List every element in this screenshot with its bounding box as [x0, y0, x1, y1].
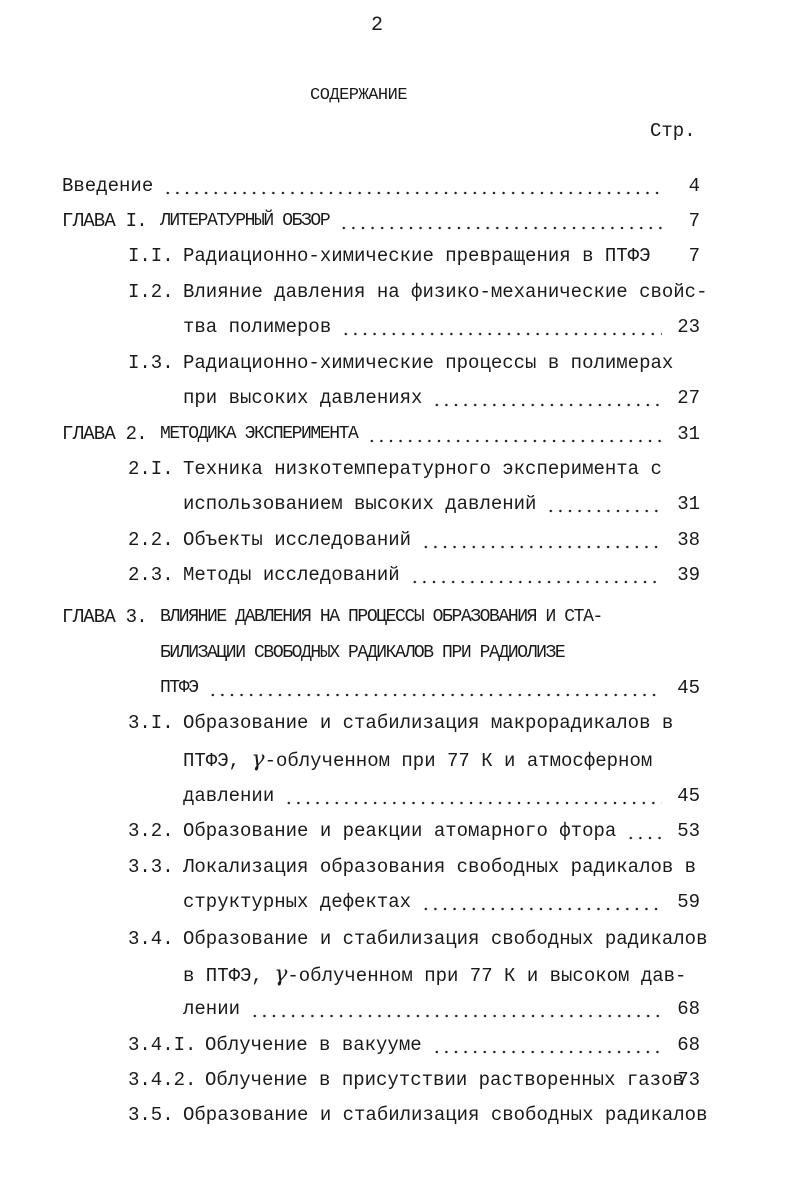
toc-entry	[0, 206, 793, 236]
dot-leader	[660, 241, 662, 271]
page-ref: 31	[677, 423, 700, 445]
section-number: 3.4.	[128, 928, 174, 950]
gamma-symbol: γ	[251, 747, 265, 772]
dot-leader	[421, 887, 662, 917]
entry-title: использованием высоких давлений	[183, 493, 537, 515]
section-number: I.2.	[128, 281, 174, 303]
entry-title: при высоких давлениях	[183, 387, 423, 409]
entry-title: лении	[183, 998, 241, 1020]
dot-leader	[163, 171, 662, 201]
dot-leader	[341, 312, 662, 342]
dot-leader	[546, 489, 662, 519]
dot-leader	[339, 206, 662, 236]
entry-title: ПТФЭ, γ-облученном при 77 К и атмосферном	[183, 747, 653, 772]
toc-entry	[0, 745, 793, 775]
toc-entry	[0, 816, 793, 846]
page-ref: 23	[677, 316, 700, 338]
entry-title: Введение	[62, 175, 154, 197]
page-ref: 73	[677, 1069, 700, 1091]
entry-title: Влияние давления на физико-механические свойс-	[183, 281, 708, 303]
toc-entry	[0, 960, 793, 990]
section-number: 2.3.	[128, 564, 174, 586]
toc-entry	[0, 525, 793, 555]
page-ref: 68	[677, 998, 700, 1020]
toc-entry	[0, 1100, 793, 1130]
page-ref: 27	[677, 387, 700, 409]
entry-title: Локализация образования свободных радикалов в	[183, 856, 697, 878]
entry-title: Объекты исследований	[183, 529, 412, 551]
page-ref: 45	[677, 785, 700, 807]
entry-title: Образование и реакции атомарного фтора	[183, 820, 617, 842]
toc-entry	[0, 277, 793, 307]
page-ref: 39	[677, 564, 700, 586]
toc-entry	[0, 1065, 793, 1095]
entry-title: давлении	[183, 785, 275, 807]
chapter-label: ГЛАВА 2.	[62, 423, 147, 445]
page-ref: 7	[688, 210, 700, 232]
entry-title: тва полимеров	[183, 316, 332, 338]
entry-title: Радиационно-химические превращения в ПТФЭ	[183, 245, 651, 267]
page-ref: 68	[677, 1034, 700, 1056]
entry-title: Радиационно-химические процессы в полимерах	[183, 352, 674, 374]
page-ref: 59	[677, 891, 700, 913]
entry-title: Методы исследований	[183, 564, 400, 586]
section-number: 3.3.	[128, 856, 174, 878]
entry-title: Образование и стабилизация макрорадикалов в	[183, 712, 674, 734]
section-number: 3.5.	[128, 1104, 174, 1126]
toc-entry	[0, 560, 793, 590]
toc-entry	[0, 454, 793, 484]
toc-entry	[0, 1030, 793, 1060]
toc-entry	[0, 602, 793, 632]
subsection-number: 3.4.I.	[128, 1034, 197, 1056]
toc-entry	[0, 171, 793, 201]
page-title: СОДЕРЖАНИЕ	[310, 86, 408, 105]
page-ref: 38	[677, 529, 700, 551]
entry-title: в ПТФЭ, γ-облученном при 77 К и высоком дав-	[183, 962, 687, 987]
page-ref: 45	[677, 677, 700, 699]
toc-entry	[0, 852, 793, 882]
entry-title: структурных дефектах	[183, 891, 412, 913]
dot-leader	[626, 816, 662, 846]
chapter-label: ГЛАВА 3.	[62, 606, 147, 628]
section-number: 3.I.	[128, 712, 174, 734]
toc-entry	[0, 781, 793, 811]
toc-entry	[0, 383, 793, 413]
section-number: I.I.	[128, 245, 174, 267]
dot-leader	[410, 560, 662, 590]
dot-leader	[367, 419, 662, 449]
dot-leader	[432, 383, 662, 413]
toc-entry	[0, 419, 793, 449]
page-ref: 31	[677, 493, 700, 515]
entry-title: Техника низкотемпературного эксперимента с	[183, 458, 662, 480]
toc-entry	[0, 638, 793, 668]
page-column-label: Стр.	[650, 120, 696, 142]
toc-entry	[0, 708, 793, 738]
dot-leader	[284, 781, 662, 811]
toc-entry	[0, 887, 793, 917]
entry-title: Образование и стабилизация свободных радикалов	[183, 1104, 708, 1126]
section-number: 3.2.	[128, 820, 174, 842]
chapter-label: ГЛАВА I.	[62, 210, 147, 232]
gamma-symbol: γ	[274, 962, 288, 987]
toc-entry	[0, 994, 793, 1024]
entry-title: МЕТОДИКА ЭКСПЕРИМЕНТА	[160, 424, 358, 444]
entry-title: Облучение в присутствии растворенных газов	[205, 1069, 684, 1091]
section-number: 2.I.	[128, 458, 174, 480]
entry-title: ЛИТЕРАТУРНЫЙ ОБЗОР	[160, 211, 330, 231]
toc-entry	[0, 312, 793, 342]
dot-leader	[250, 994, 662, 1024]
page-ref: 53	[677, 820, 700, 842]
dot-leader	[432, 1030, 662, 1060]
dot-leader	[421, 525, 662, 555]
entry-title: Облучение в вакууме	[205, 1034, 422, 1056]
subsection-number: 3.4.2.	[128, 1069, 197, 1091]
entry-title: ВЛИЯНИЕ ДАВЛЕНИЯ НА ПРОЦЕССЫ ОБРАЗОВАНИЯ И СТА-	[160, 607, 602, 627]
section-number: 2.2.	[128, 529, 174, 551]
toc-entry	[0, 348, 793, 378]
entry-title: БИЛИЗАЦИИ СВОБОДНЫХ РАДИКАЛОВ ПРИ РАДИОЛИЗЕ	[160, 643, 565, 663]
dot-leader	[208, 673, 662, 703]
toc-entry	[0, 489, 793, 519]
section-number: I.3.	[128, 352, 174, 374]
page-ref: 7	[688, 245, 700, 267]
page-ref: 4	[688, 175, 700, 197]
toc-entry	[0, 673, 793, 703]
toc-entry	[0, 924, 793, 954]
toc-entry	[0, 241, 793, 271]
entry-title: ПТФЭ	[160, 678, 198, 698]
page-number: 2	[371, 14, 384, 37]
entry-title: Образование и стабилизация свободных радикалов	[183, 928, 708, 950]
